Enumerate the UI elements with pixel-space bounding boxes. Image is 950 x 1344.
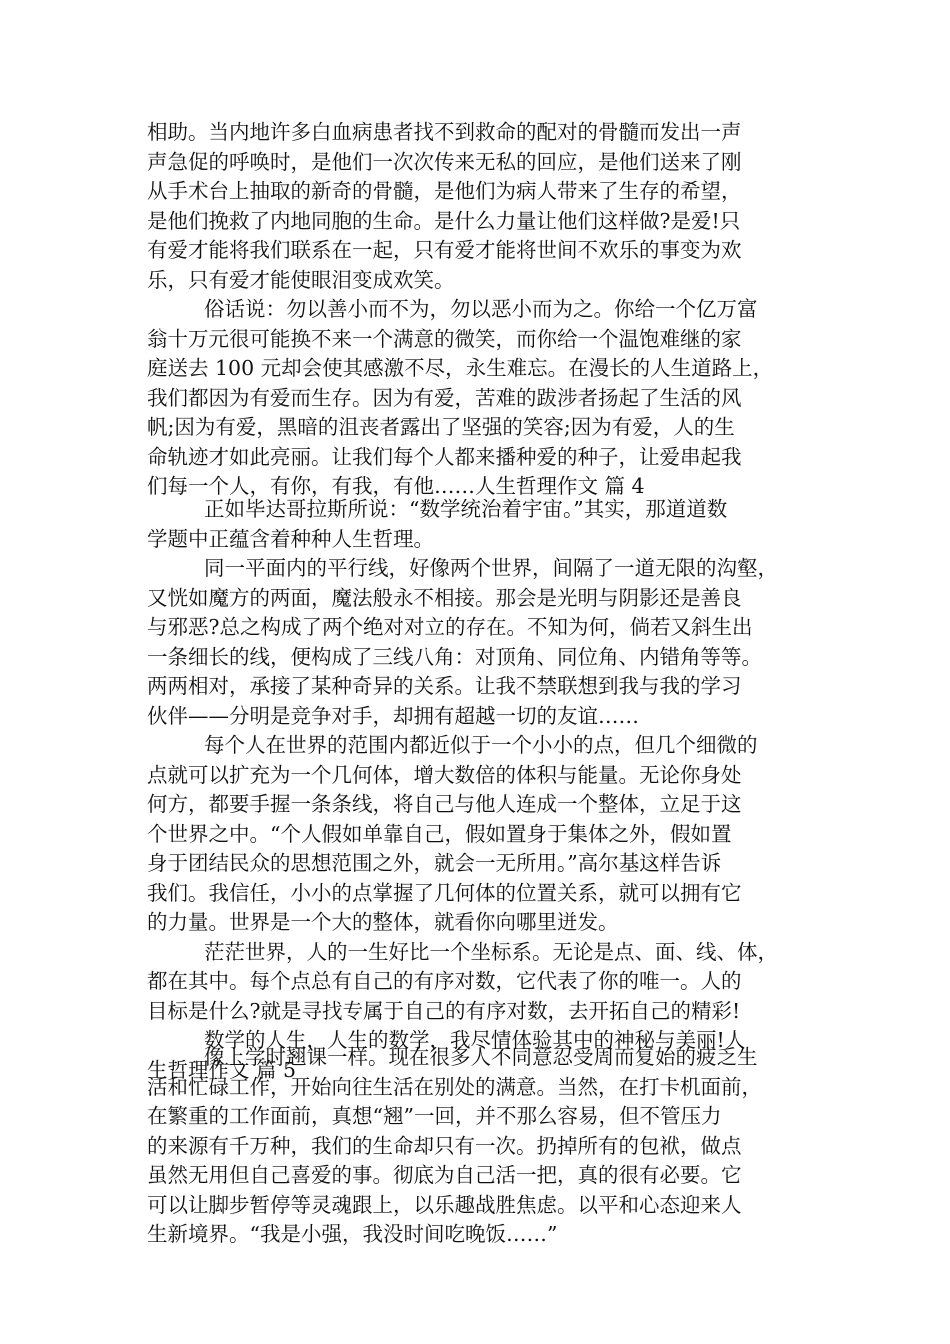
text-line: 俗话说：勿以善小而不为，勿以恶小而为之。你给一个亿万富 bbox=[204, 297, 758, 321]
text-line: 点就可以扩充为一个几何体，增大数倍的体积与能量。无论你身处 bbox=[147, 762, 742, 787]
text-line: 同一平面内的平行线，好像两个世界，间隔了一道无限的沟壑， bbox=[204, 556, 778, 580]
text-line: 身于团结民众的思想范围之外，就会一无所用。”高尔基这样告诉 bbox=[147, 851, 722, 875]
text-line: 两两相对，承接了某种奇异的关系。让我不禁联想到我与我的学习 bbox=[147, 674, 742, 698]
text-line: 生新境界。“我是小强，我没时间吃晚饭……” bbox=[147, 1222, 558, 1246]
text-line: 伙伴——分明是竞争对手，却拥有超越一切的友谊…… bbox=[147, 703, 639, 728]
text-line: 帆;因为有爱，黑暗的沮丧者露出了坚强的笑容;因为有爱，人的生 bbox=[147, 415, 735, 439]
text-line: 从手术台上抽取的新奇的骨髓，是他们为病人带来了生存的希望， bbox=[147, 179, 742, 203]
text-line: 相助。当内地许多白血病患者找不到救命的配对的骨髓而发出一声 bbox=[147, 120, 742, 144]
text-line: 都在其中。每个点总有自己的有序对数，它代表了你的唯一。人的 bbox=[147, 969, 742, 993]
text-line: 一条细长的线，便构成了三线八角：对顶角、同位角、内错角等等。 bbox=[147, 644, 762, 669]
text-line: 学题中正蕴含着种种人生哲理。 bbox=[147, 526, 434, 551]
text-block-love bbox=[147, 118, 807, 502]
text-block-skip-class bbox=[147, 1043, 807, 1250]
text-line: 可以让脚步暂停等灵魂跟上，以乐趣战胜焦虑。以平和心态迎来人 bbox=[147, 1192, 742, 1217]
text-line: 个世界之中。“个人假如单靠自己，假如置身于集体之外，假如置 bbox=[147, 821, 732, 846]
text-block-math bbox=[147, 495, 807, 1085]
text-line: 命轨迹才如此亮丽。让我们每个人都来播种爱的种子，让爱串起我 bbox=[147, 444, 742, 469]
text-line: 我们。我信任，小小的点掌握了几何体的位置关系，就可以拥有它 bbox=[147, 880, 742, 905]
text-line: 有爱才能将我们联系在一起，只有爱才能将世间不欢乐的事变为欢 bbox=[147, 238, 742, 262]
text-line: 何方，都要手握一条条线，将自己与他人连成一个整体，立足于这 bbox=[147, 792, 742, 816]
text-line: 正如毕达哥拉斯所说：“数学统治着宇宙。”其实，那道道数 bbox=[204, 497, 728, 521]
text-line: 的来源有千万种，我们的生命却只有一次。扔掉所有的包袱，做点 bbox=[147, 1133, 742, 1158]
text-line: 茫茫世界，人的一生好比一个坐标系。无论是点、面、线、体， bbox=[204, 939, 778, 964]
text-line: 活和忙碌工作，开始向往生活在别处的满意。当然，在打卡机面前， bbox=[147, 1074, 762, 1099]
text-line: 乐，只有爱才能使眼泪变成欢笑。 bbox=[147, 267, 455, 292]
text-line: 庭送去 100 元却会使其感激不尽，永生难忘。在漫长的人生道路上， bbox=[147, 356, 774, 380]
text-line: 像上学时翘课一样。现在很多人不同意忍受周而复始的疲乏生 bbox=[204, 1045, 758, 1069]
text-line: 又恍如魔方的两面，魔法般永不相接。那会是光明与阴影还是善良 bbox=[147, 585, 742, 610]
text-line: 声急促的呼唤时，是他们一次次传来无私的回应，是他们送来了刚 bbox=[147, 149, 742, 174]
text-line: 翁十万元很可能换不来一个满意的微笑，而你给一个温饱难继的家 bbox=[147, 326, 742, 351]
text-line: 们每一个人，有你，有我，有他……人生哲理作文 篇 4 bbox=[147, 474, 645, 498]
text-line: 目标是什么?就是寻找专属于自己的有序对数，去开拓自己的精彩! bbox=[147, 998, 741, 1023]
text-line: 虽然无用但自己喜爱的事。彻底为自己活一把，真的很有必要。它 bbox=[147, 1163, 742, 1187]
text-line: 与邪恶?总之构成了两个绝对对立的存在。不知为何，倘若又斜生出 bbox=[147, 615, 753, 639]
text-line: 的力量。世界是一个大的整体，就看你向哪里迸发。 bbox=[147, 910, 619, 934]
text-line: 每个人在世界的范围内都近似于一个小小的点，但几个细微的 bbox=[204, 733, 758, 757]
text-line: 生哲理作文 篇 5 bbox=[147, 1057, 297, 1082]
text-line: 我们都因为有爱而生存。因为有爱，苦难的跋涉者扬起了生活的风 bbox=[147, 385, 742, 410]
text-line: 数学的人生，人生的数学，我尽情体验其中的神秘与美丽!人 bbox=[204, 1028, 746, 1052]
text-line: 是他们挽救了内地同胞的生命。是什么力量让他们这样做?是爱!只 bbox=[147, 208, 741, 233]
text-line: 在繁重的工作面前，真想“翘”一回，并不那么容易，但不管压力 bbox=[147, 1104, 722, 1128]
